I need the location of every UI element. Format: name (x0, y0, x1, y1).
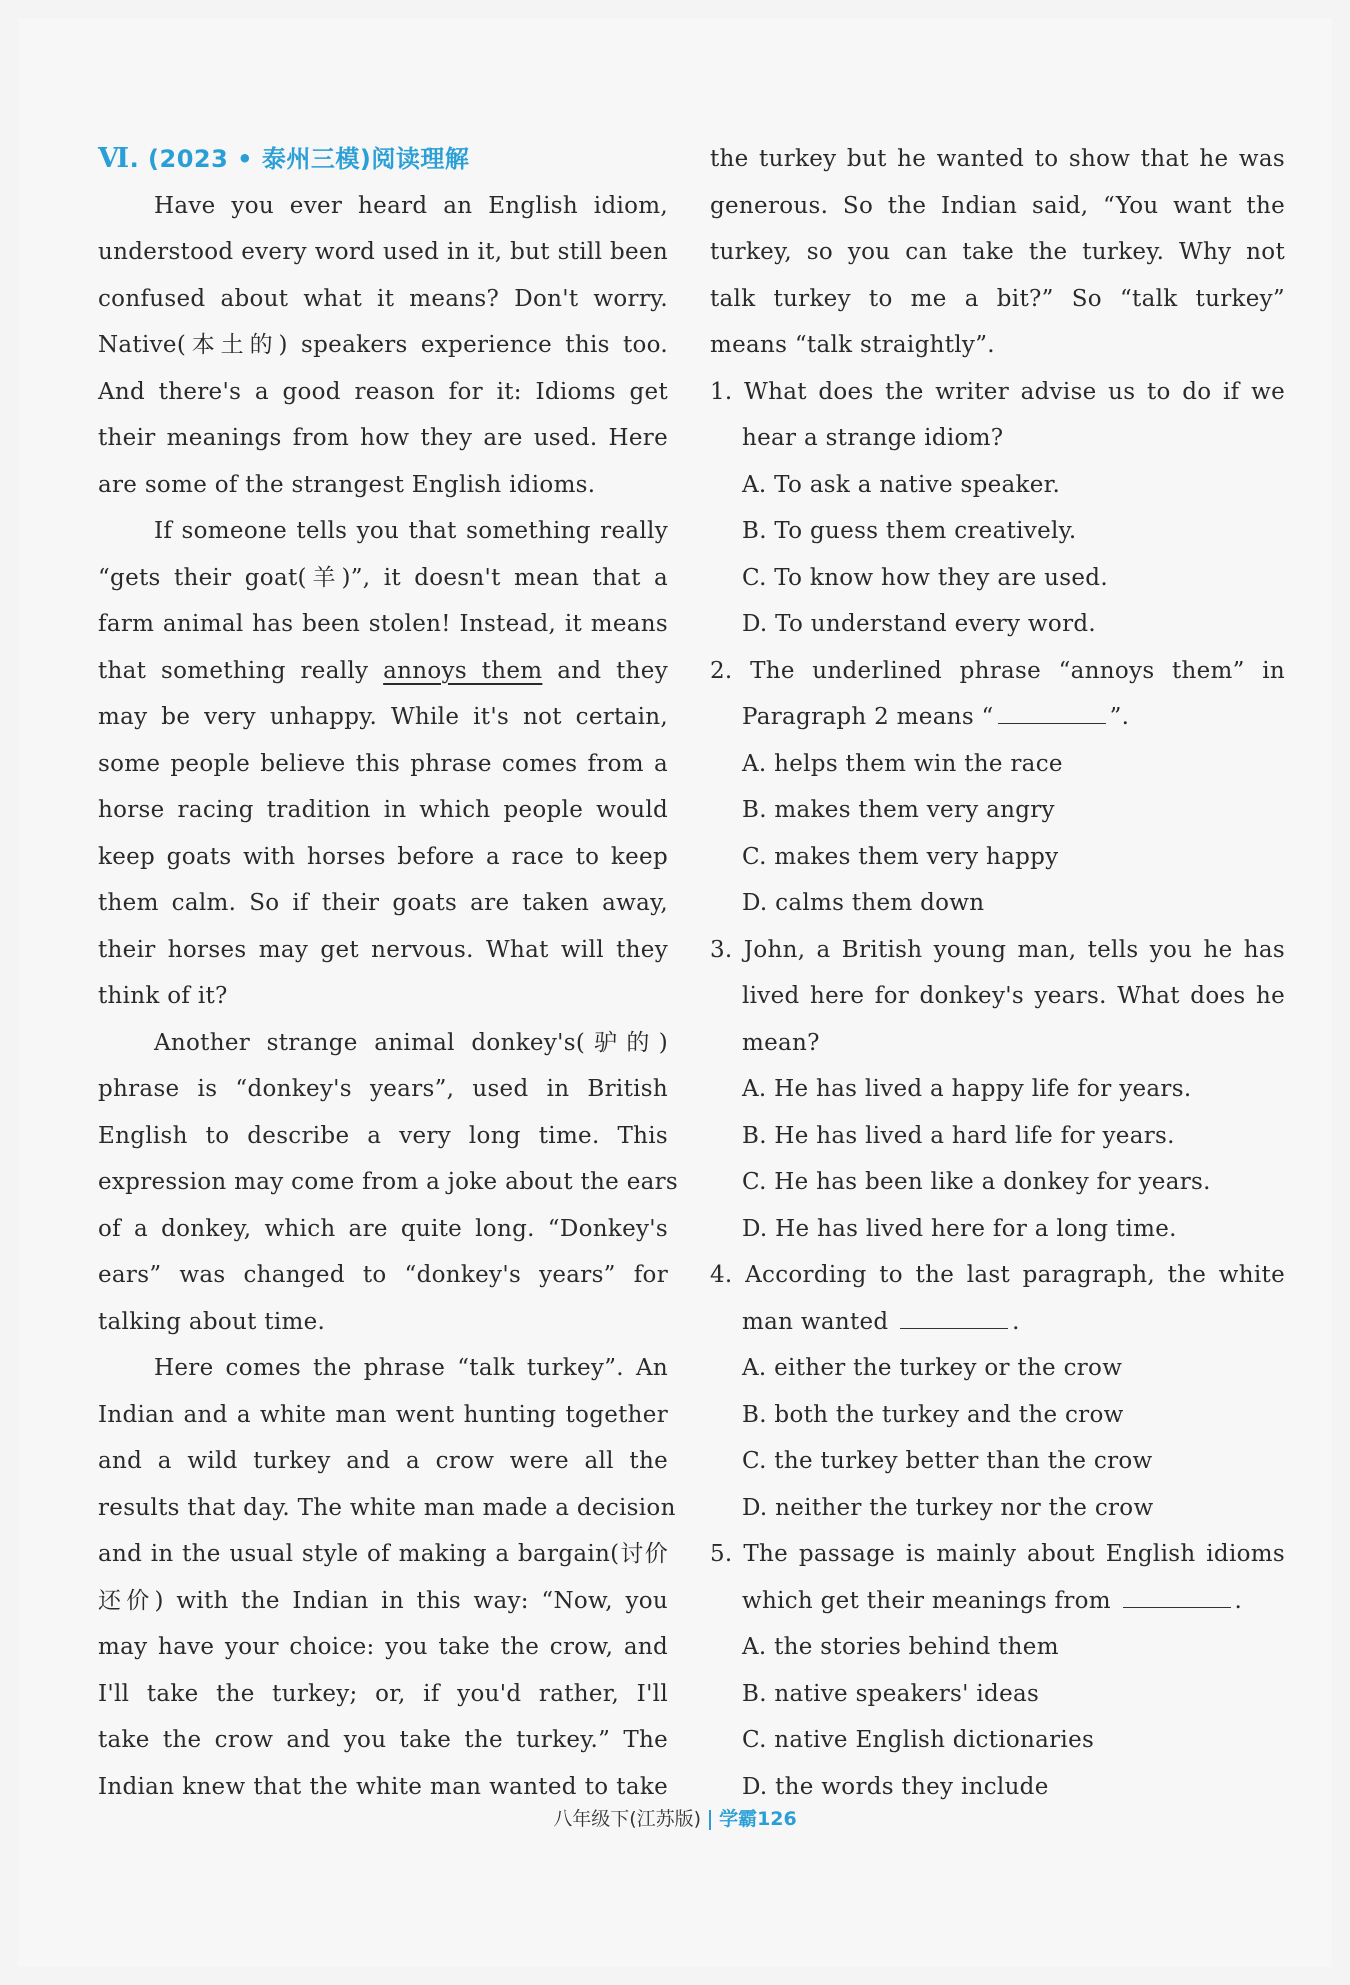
passage-line: talk turkey to me a bit?” So “talk turkey” (710, 285, 1285, 312)
question-text: Paragraph 2 means “ (742, 704, 994, 730)
right-column (710, 136, 1285, 1810)
passage-line: I'll take the turkey; or, if you'd rather, I'll (98, 1680, 668, 1707)
passage-line: Indian and a white man went hunting together (98, 1401, 668, 1428)
passage-line: of a donkey, which are quite long. “Donkey's (98, 1215, 668, 1242)
passage-line: farm animal has been stolen! Instead, it means (98, 611, 668, 637)
question-2-option-c[interactable]: C. makes them very happy (742, 843, 1059, 870)
section-numeral: Ⅵ (98, 143, 130, 174)
answer-blank[interactable] (900, 1300, 1008, 1329)
passage-line: confused about what it means? Don't worry. (98, 285, 668, 312)
passage-line: their meanings from how they are used. Here (98, 425, 668, 451)
passage-line: And there's a good reason for it: Idioms get (98, 378, 668, 405)
question-3-stem (710, 927, 1285, 974)
question-1-option-c[interactable]: C. To know how they are used. (742, 564, 1108, 591)
question-3-option-b[interactable]: B. He has lived a hard life for years. (742, 1122, 1175, 1149)
passage-line: their horses may get nervous. What will they (98, 936, 668, 963)
question-2-stem (710, 648, 1285, 695)
page-footer (18, 1804, 1332, 1831)
passage-line: generous. So the Indian said, “You want the (710, 192, 1285, 219)
question-3-option-c[interactable]: C. He has been like a donkey for years. (742, 1169, 1211, 1195)
question-1-option-a[interactable]: A. To ask a native speaker. (742, 471, 1061, 498)
passage-line: some people believe this phrase comes from a (98, 750, 668, 777)
question-5-option-d[interactable]: D. the words they include (742, 1773, 1049, 1800)
passage-line: turkey, so you can take the turkey. Why not (710, 239, 1285, 265)
question-2-option-a[interactable]: A. helps them win the race (742, 750, 1063, 777)
section-title: . (2023 • 泰州三模)阅读理解 (129, 145, 470, 173)
worksheet-page (18, 18, 1332, 1967)
question-4-stem-cont (710, 1299, 1285, 1346)
passage-line: and in the usual style of making a bargain(讨价 (98, 1541, 668, 1567)
question-3-option-a[interactable]: A. He has lived a happy life for years. (742, 1076, 1192, 1102)
question-number: 4. (710, 1262, 733, 1288)
passage-line: Another strange animal donkey's(驴的) (154, 1029, 668, 1056)
question-3-stem-cont: mean? (742, 1029, 820, 1056)
passage-line: ears” was changed to “donkey's years” for (98, 1262, 668, 1288)
passage-text: and they (557, 657, 668, 684)
passage-line: think of it? (98, 983, 228, 1009)
passage-line: results that day. The white man made a decision (98, 1494, 676, 1521)
passage-line: expression may come from a joke about the ears (98, 1169, 679, 1195)
question-5-option-b[interactable]: B. native speakers' ideas (742, 1680, 1040, 1707)
passage-line: may be very unhappy. While it's not certain, (98, 704, 668, 730)
passage-line: talking about time. (98, 1308, 326, 1335)
passage-line: and a wild turkey and a crow were all the (98, 1448, 668, 1474)
question-2-stem-cont (710, 694, 1285, 741)
question-2-option-d[interactable]: D. calms them down (742, 890, 985, 916)
passage-line: Have you ever heard an English idiom, (154, 192, 668, 219)
question-text: man wanted (742, 1308, 889, 1335)
question-4-option-c[interactable]: C. the turkey better than the crow (742, 1448, 1153, 1474)
question-text: What does the writer advise us to do if we (744, 378, 1285, 405)
question-5-option-c[interactable]: C. native English dictionaries (742, 1727, 1095, 1753)
passage-line: the turkey but he wanted to show that he was (710, 146, 1285, 172)
question-text: John, a British young man, tells you he has (743, 936, 1285, 963)
underlined-phrase: annoys them (383, 657, 543, 684)
question-2-option-b[interactable]: B. makes them very angry (742, 797, 1055, 823)
answer-blank[interactable] (1123, 1579, 1231, 1608)
question-1-stem (710, 369, 1285, 416)
question-text: which get their meanings from (742, 1587, 1111, 1614)
question-5-option-a[interactable]: A. the stories behind them (742, 1634, 1059, 1660)
question-1-stem-cont: hear a strange idiom? (742, 425, 1004, 451)
passage-line-underlined (98, 648, 668, 695)
page-number: 126 (757, 1808, 797, 1830)
footer-brand: 学霸 (719, 1808, 758, 1830)
passage-line: horse racing tradition in which people would (98, 797, 668, 823)
passage-line: take the crow and you take the turkey.” The (98, 1727, 668, 1753)
question-4-option-d[interactable]: D. neither the turkey nor the crow (742, 1494, 1154, 1521)
left-column (98, 136, 679, 1810)
question-text: . (1012, 1308, 1020, 1335)
section-heading (98, 136, 668, 183)
question-number: 1. (710, 378, 733, 405)
passage-line: 还价) with the Indian in this way: “Now, you (98, 1587, 668, 1614)
footer-divider (709, 1810, 711, 1830)
question-number: 3. (710, 936, 733, 963)
question-text: The underlined phrase “annoys them” in (750, 657, 1285, 684)
question-4-option-b[interactable]: B. both the turkey and the crow (742, 1401, 1124, 1428)
question-5-stem-cont (710, 1578, 1285, 1625)
passage-line: If someone tells you that something really (154, 518, 668, 544)
passage-line: Here comes the phrase “talk turkey”. An (154, 1355, 668, 1381)
passage-line: Indian knew that the white man wanted to take (98, 1773, 668, 1800)
footer-grade: 八年级下(江苏版) (553, 1808, 702, 1830)
passage-line: them calm. So if their goats are taken away, (98, 890, 668, 916)
passage-line: understood every word used in it, but still been (98, 239, 668, 265)
passage-line: means “talk straightly”. (710, 332, 995, 358)
question-3-stem-cont: lived here for donkey's years. What does he (742, 983, 1285, 1009)
passage-line: English to describe a very long time. This (98, 1122, 668, 1149)
question-5-stem (710, 1531, 1285, 1578)
question-1-option-b[interactable]: B. To guess them creatively. (742, 518, 1077, 544)
question-text: The passage is mainly about English idioms (743, 1541, 1285, 1567)
passage-line: are some of the strangest English idioms. (98, 471, 596, 498)
question-text: According to the last paragraph, the white (745, 1262, 1285, 1288)
passage-line: “gets their goat(羊)”, it doesn't mean that a (98, 564, 668, 591)
answer-blank[interactable] (998, 695, 1106, 724)
question-text: ”. (1109, 704, 1130, 730)
passage-line: Native(本土的) speakers experience this too. (98, 332, 668, 358)
passage-line: may have your choice: you take the crow, and (98, 1634, 668, 1660)
passage-line: phrase is “donkey's years”, used in British (98, 1076, 668, 1102)
question-3-option-d[interactable]: D. He has lived here for a long time. (742, 1215, 1177, 1242)
question-text: . (1234, 1587, 1243, 1614)
question-4-stem (710, 1252, 1285, 1299)
passage-text: that something really (98, 657, 369, 684)
passage-line: keep goats with horses before a race to keep (98, 843, 668, 870)
question-number: 2. (710, 657, 733, 684)
question-number: 5. (710, 1541, 733, 1567)
question-1-option-d[interactable]: D. To understand every word. (742, 611, 1096, 637)
question-4-option-a[interactable]: A. either the turkey or the crow (742, 1355, 1123, 1381)
